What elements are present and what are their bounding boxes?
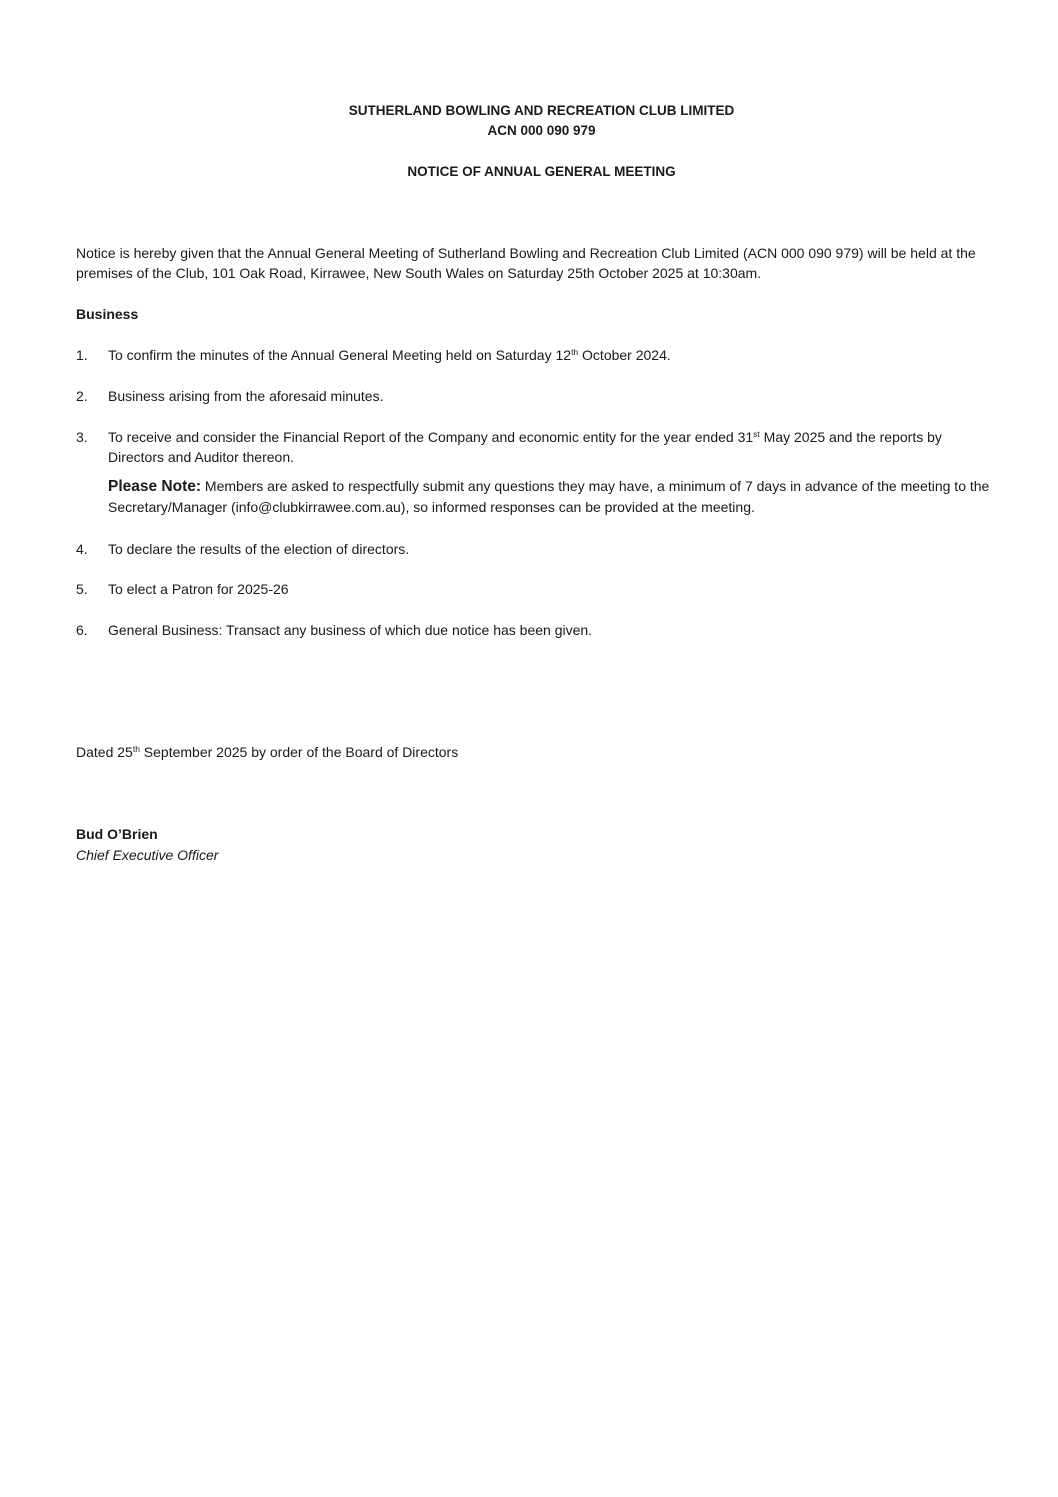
intro-paragraph: Notice is hereby given that the Annual General Meeting of Sutherland Bowling and Recreation Club Limited (ACN 000 090 979) will be held at the premises of the Club, 101 Oak Road, Kirrawee, New South Wales on Saturday 25th October 2025 at 10:30am. <box>76 245 976 281</box>
signatory-title: Chief Executive Officer <box>76 847 219 863</box>
acn-number: ACN 000 090 979 <box>487 123 596 138</box>
item-number: 6. <box>76 622 88 638</box>
item-text: To receive and consider the Financial Report of the Company and economic entity for the year ended 31st May 2025 and the reports by Directors and Auditor thereon. <box>108 429 942 465</box>
signatory-name: Bud O’Brien <box>76 826 158 842</box>
notice-title: NOTICE OF ANNUAL GENERAL MEETING <box>407 164 676 179</box>
item-number: 3. <box>76 429 88 445</box>
please-note-label: Please Note: <box>108 478 202 495</box>
item-text: Business arising from the aforesaid minutes. <box>108 388 384 404</box>
please-note-text: Members are asked to respectfully submit any questions they may have, a minimum of 7 days in advance of the meeting to the Secretary/Manager (info@clubkirrawee.com.au), so informed responses can be provided at the meeting. <box>108 478 990 515</box>
item-number: 4. <box>76 541 88 557</box>
item-text: To confirm the minutes of the Annual General Meeting held on Saturday 12th October 2024. <box>108 347 671 363</box>
organization-name: SUTHERLAND BOWLING AND RECREATION CLUB LIMITED <box>348 103 735 118</box>
item-number: 2. <box>76 388 88 404</box>
dated-line: Dated 25th September 2025 by order of the Board of Directors <box>76 744 459 760</box>
business-heading: Business <box>76 306 139 322</box>
item-number: 5. <box>76 581 88 597</box>
item-text: To elect a Patron for 2025-26 <box>108 581 289 597</box>
please-note-paragraph <box>108 476 1018 518</box>
item-text: General Business: Transact any business of which due notice has been given. <box>108 622 593 638</box>
item-number: 1. <box>76 347 88 363</box>
item-text: To declare the results of the election of directors. <box>108 541 410 557</box>
